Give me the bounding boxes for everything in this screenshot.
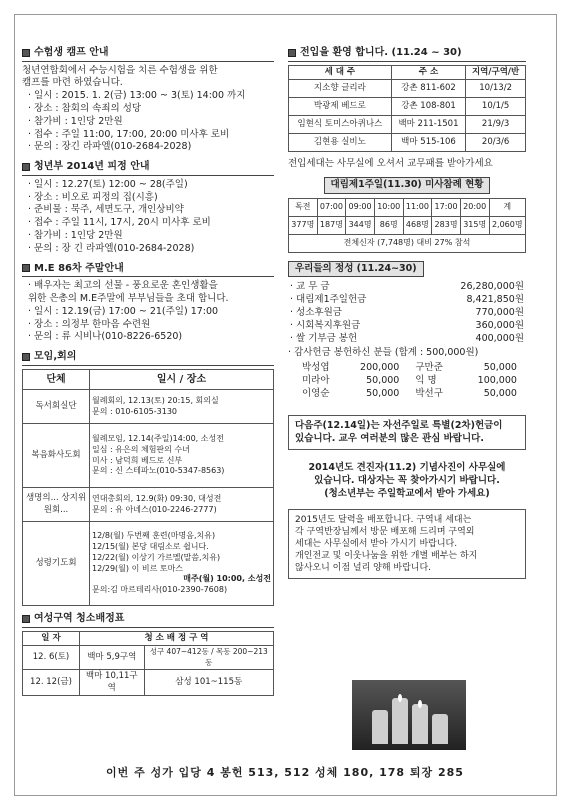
table-cell: 468명	[403, 216, 432, 234]
list-item: · 장소 : 비오로 피정의 집(시흥)	[28, 191, 158, 203]
table-row	[289, 97, 526, 115]
bullet-square-icon	[288, 49, 296, 57]
list-item: · 참가비 : 1인당 2만원	[28, 229, 123, 241]
thanks-title: · 감사헌금 봉헌하신 분들 (합계 : 500,000원)	[288, 347, 479, 359]
offering-list	[288, 281, 526, 345]
text-line: 않사오니 이점 널리 양해 바랍니다.	[295, 563, 432, 574]
column-header: 단체	[23, 369, 90, 390]
list-item: · 장소 : 의정부 한마음 수련원	[28, 318, 151, 330]
list-item	[288, 333, 526, 346]
table-row	[23, 522, 274, 606]
text-line: 세대는 사무실에서 받아 가시기 바랍니다.	[295, 539, 458, 550]
offering-amount: 400,000원	[475, 332, 524, 344]
detail-line: 문의 : 신 스테파노(010-5347-8563)	[92, 466, 225, 476]
list-item: · 장소 : 참회의 속죄의 성당	[28, 102, 142, 114]
hymn-footer: 이번 주 성가 입당 4 봉헌 513, 512 성체 180, 178 퇴장 285	[106, 766, 464, 779]
table-cell: 315명	[460, 216, 489, 234]
bullet-square-icon	[22, 615, 30, 623]
clean-area: 삼성 101~115동	[144, 670, 273, 696]
table-cell: 임현식 토미스아퀴나스	[289, 115, 392, 133]
column-header: 일시 / 장소	[90, 369, 274, 390]
donor-amount: 200,000	[360, 362, 400, 374]
donor-name: 박성엽	[302, 362, 330, 374]
offering-label: · 대림제1주일헌금	[290, 294, 367, 306]
meeting-detail	[90, 390, 274, 424]
detail-line: 연대총회의, 12.9(화) 09:30, 대성전	[92, 493, 222, 503]
column-header: 주 소	[391, 65, 465, 79]
detail-line: 문의 : 유 아녜스(010-2246-2777)	[92, 504, 217, 514]
column-header: 20:00	[460, 198, 489, 216]
attendance-title-wrap	[288, 177, 526, 194]
clean-date: 12. 12(금)	[23, 670, 80, 696]
table-cell: 강촌 108-801	[391, 97, 465, 115]
group-name: 복음화사도회	[23, 424, 90, 488]
clean-date: 12. 6(토)	[23, 646, 80, 670]
youth-items	[22, 179, 274, 256]
list-item	[288, 320, 526, 333]
bullet-square-icon	[22, 49, 30, 57]
table-cell: 김현용 실비노	[289, 133, 392, 151]
detail-line: 문의:김 마르테리사(010-2390-7608)	[92, 585, 228, 595]
camp-items	[22, 90, 274, 154]
detail-line: 12/15(월) 본당 대림소로 쉽니다.	[92, 542, 209, 552]
donor-amount: 100,000	[477, 375, 517, 387]
donor-amount: 50,000	[366, 375, 400, 387]
candle-shape	[432, 714, 448, 744]
advent-candles-photo	[352, 680, 466, 750]
list-item: · 문의 : 장 긴 라파엘(010-2684-2028)	[28, 242, 195, 254]
offering-label: · 교 무 금	[290, 281, 330, 293]
camp-intro	[22, 65, 274, 91]
column-header: 07:00	[317, 198, 346, 216]
text-line: 다음주(12.14일)는 자선주일로 특별(2차)헌금이	[295, 419, 503, 431]
detail-line: 문의 : 010-6105-3130	[92, 406, 177, 416]
detail-line: 월례모임, 12.14(주일)14:00, 소성전	[92, 434, 224, 444]
youth-section-title: 청년부 2014년 피정 안내	[22, 160, 274, 176]
me-section-title: M.E 86차 주말안내	[22, 262, 274, 278]
clean-section-title: 여성구역 청소배정표	[22, 612, 274, 628]
table-cell: 10/13/2	[466, 79, 526, 97]
table-row	[289, 216, 526, 234]
text-line: 개인전교 및 이웃나눔을 위한 개별 배부는 하지	[295, 551, 478, 562]
list-item: · 참가비 : 1인당 2만원	[28, 115, 123, 127]
detail-line: 월례회의, 12.13(토) 20:15, 회의실	[92, 395, 219, 405]
table-cell: 20/3/6	[466, 133, 526, 151]
table-cell: 187명	[317, 216, 346, 234]
clean-area: 성구 407~412동 / 목동 200~213동	[144, 646, 273, 670]
detail-line: 매주(월) 10:00, 소성전	[183, 574, 271, 584]
attendance-summary: 전체신자 (7,748명) 대비 27% 참석	[289, 234, 526, 252]
left-column	[22, 40, 274, 696]
detail-line: 12/29(월) 이 비르 토마스	[92, 563, 184, 573]
text-line: 2014년도 견진자(11.2) 기념사진이 사무실에	[308, 462, 506, 474]
offering-title-wrap	[288, 261, 526, 278]
offering-amount: 8,421,850원	[466, 294, 524, 306]
table-row	[300, 388, 519, 401]
attendance-title: 대림제1주일(11.30) 미사참례 현황	[324, 177, 491, 194]
offering-title: 우리들의 정성 (11.24~30)	[288, 261, 424, 278]
column-header: 17:00	[432, 198, 461, 216]
camp-section-title: 수험생 캠프 안내	[22, 46, 274, 62]
text-line: 청년연합회에서 수능시험을 치른 수험생을 위한	[22, 64, 218, 76]
column-header: 10:00	[374, 198, 403, 216]
welcome-table	[288, 65, 526, 152]
text-line: 각 구역반장님께서 방문 배포해 드리며 구역외	[295, 526, 475, 537]
table-cell: 377명	[289, 216, 318, 234]
table-cell: 백마 211-1501	[391, 115, 465, 133]
list-item: · 문의 : 장긴 라파엘(010-2684-2028)	[28, 141, 192, 153]
table-row	[23, 646, 274, 670]
table-header-row	[23, 631, 274, 645]
table-row	[289, 115, 526, 133]
table-cell: 2,060명	[489, 216, 525, 234]
table-cell: 283명	[432, 216, 461, 234]
table-row	[300, 375, 519, 388]
table-cell: 백마 515-106	[391, 133, 465, 151]
column-header: 청 소 배 정 구 역	[80, 631, 274, 645]
table-cell: 지소향 글리라	[289, 79, 392, 97]
list-item: · 일시 : 2015. 1. 2(금) 13:00 ~ 3(토) 14:00 까지	[28, 90, 246, 102]
list-item: · 일시 : 12.19(금) 17:00 ~ 21(주일) 17:00	[28, 305, 219, 317]
table-header-row	[23, 369, 274, 390]
offering-label: · 쌀 기부금 봉헌	[290, 332, 358, 344]
bullet-square-icon	[22, 353, 30, 361]
list-item: · 접수 : 주일 11시, 17시, 20시 미사후 로비	[28, 217, 211, 229]
table-row	[23, 488, 274, 522]
table-cell: 86명	[374, 216, 403, 234]
candle-shape	[372, 710, 388, 744]
donor-name: 이영순	[302, 387, 330, 399]
flame-shape	[398, 694, 402, 702]
column-header: 일 자	[23, 631, 80, 645]
meeting-detail	[90, 522, 274, 606]
table-header-row	[289, 65, 526, 79]
list-item: · 준비물 : 묵주, 세면도구, 개인상비약	[28, 204, 184, 216]
list-item: · 문의 : 류 시비나(010-8226-6520)	[28, 331, 183, 343]
offering-amount: 360,000원	[475, 319, 524, 331]
column-header: 11:00	[403, 198, 432, 216]
list-item: · 접수 : 주일 11:00, 17:00, 20:00 미사후 로비	[28, 128, 230, 140]
text-line: 2015년도 달력을 배포합니다. 구역내 세대는	[295, 514, 472, 525]
column-header: 지역/구역/반	[466, 65, 526, 79]
flame-shape	[418, 700, 422, 708]
table-row	[23, 670, 274, 696]
list-item: · 일시 : 12.27(토) 12:00 ~ 28(주일)	[28, 178, 188, 190]
table-row	[289, 133, 526, 151]
offering-amount: 26,280,000원	[460, 281, 524, 293]
offering-amount: 770,000원	[475, 307, 524, 319]
column-header: 세 대 주	[289, 65, 392, 79]
welcome-section-title: 전입을 환영 합니다. (11.24 ~ 30)	[288, 46, 526, 62]
column-header: 계	[489, 198, 525, 216]
list-item	[288, 307, 526, 320]
detail-line: 12/22(월) 이상기 가르멜(말씀,치유)	[92, 552, 221, 562]
text-line: 있습니다. 대상자는 꼭 찾아가시기 바랍니다.	[314, 475, 500, 487]
notice-special-collection	[288, 415, 526, 451]
donor-name: 구만준	[415, 362, 443, 374]
donor-name: 익 명	[415, 375, 437, 387]
donor-amount: 50,000	[366, 387, 400, 399]
meeting-table	[22, 369, 274, 607]
list-item	[288, 294, 526, 307]
table-row	[300, 362, 519, 375]
thanks-table	[300, 362, 519, 400]
text-line: 위한 은총의 M.E주말에 부부님들을 초대 합니다.	[28, 292, 229, 304]
table-cell: 박광제 베드로	[289, 97, 392, 115]
table-header-row	[289, 198, 526, 216]
notice-calendar	[288, 509, 526, 580]
column-header: 09:00	[346, 198, 375, 216]
meeting-section-title: 모임,회의	[22, 350, 274, 366]
table-row	[23, 424, 274, 488]
donor-name: 박선구	[415, 387, 443, 399]
bullet-square-icon	[22, 163, 30, 171]
table-cell: 344명	[346, 216, 375, 234]
group-name: 성령기도회	[23, 522, 90, 606]
welcome-note: 전입세대는 사무실에 오셔서 교무패를 받아가세요	[288, 157, 493, 169]
column-header: 독전	[289, 198, 318, 216]
table-row	[289, 79, 526, 97]
text-line: · 배우자는 최고의 선물 - 풍요로운 혼인생활을	[28, 280, 218, 292]
right-column	[288, 40, 526, 579]
table-cell: 강촌 811-602	[391, 79, 465, 97]
detail-line: 12/8(월) 두번째 훈련(마명음,치유)	[92, 531, 216, 541]
notice-confirmation-photo	[288, 462, 526, 500]
me-items	[22, 280, 274, 344]
attendance-table	[288, 198, 526, 253]
table-cell: 21/9/3	[466, 115, 526, 133]
group-name: 생명의... 상지위원회...	[23, 488, 90, 522]
meeting-detail	[90, 488, 274, 522]
table-row	[289, 234, 526, 252]
clean-zone: 백마 10,11구역	[80, 670, 145, 696]
text-line: (청소년부는 주일학교에서 받아 가세요)	[324, 487, 490, 499]
detail-line: 일심 : 유은의 체험판의 수녀	[92, 444, 190, 454]
candle-shape	[392, 698, 408, 744]
text-line: 있습니다. 교우 여러분의 많은 관심 바랍니다.	[295, 432, 484, 444]
group-name: 독서회실단	[23, 390, 90, 424]
text-line: 캠프를 마련 하였습니다.	[22, 77, 123, 89]
donor-name: 미라아	[302, 375, 330, 387]
donor-amount: 50,000	[483, 362, 517, 374]
candle-shape	[412, 704, 428, 744]
donor-amount: 50,000	[483, 387, 517, 399]
meeting-detail	[90, 424, 274, 488]
list-item	[288, 281, 526, 294]
table-cell: 10/1/5	[466, 97, 526, 115]
bullet-square-icon	[22, 264, 30, 272]
clean-table	[22, 631, 274, 696]
clean-zone: 백마 5,9구역	[80, 646, 145, 670]
offering-label: · 시회복지후원금	[290, 319, 361, 331]
table-row	[23, 390, 274, 424]
detail-line: 미사 : 남덕희 베드로 신부	[92, 455, 183, 465]
offering-label: · 성소후원금	[290, 307, 342, 319]
